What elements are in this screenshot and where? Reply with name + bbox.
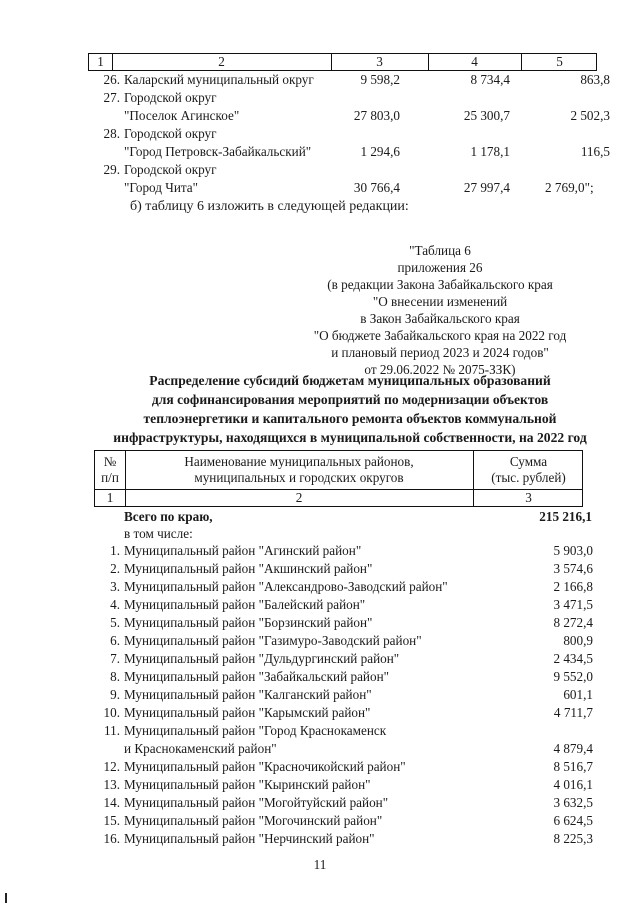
numbers-cell-3: 3	[525, 490, 532, 505]
caption-line: "Таблица 6	[409, 243, 471, 258]
row-name: Муниципальный район "Карымский район"	[124, 705, 371, 720]
top-row-num: 26.	[103, 72, 120, 87]
row-num: 7.	[110, 651, 120, 666]
main-table-numbers-row	[94, 489, 583, 507]
total-value: 215 216,1	[539, 509, 592, 524]
row-name: Муниципальный район "Нерчинский район"	[124, 831, 375, 846]
row-value: 3 471,5	[553, 597, 593, 612]
row-num: 16.	[103, 831, 120, 846]
caption-line: приложения 26	[397, 260, 483, 275]
row-name: Муниципальный район "Забайкальский район"	[124, 669, 390, 684]
row-num: 9.	[110, 687, 120, 702]
title-line: для софинансирования мероприятий по модернизации объектов	[151, 392, 549, 407]
row-num: 8.	[110, 669, 120, 684]
top-row-name: Городской округ	[124, 90, 217, 105]
row-value: 601,1	[563, 687, 593, 702]
header-num-col: № п/п	[101, 454, 119, 485]
row-name: Муниципальный район "Балейский район"	[124, 597, 366, 612]
row-name: Муниципальный район "Дульдургинский район"	[124, 651, 400, 666]
row-name: Муниципальный район "Город Краснокаменск	[124, 723, 387, 738]
row-value: 800,9	[563, 633, 593, 648]
top-table-header	[88, 53, 597, 71]
top-row-name: Городской округ	[124, 126, 217, 141]
scan-mark	[5, 893, 7, 903]
row-num: 15.	[103, 813, 120, 828]
row-name: Муниципальный район "Борзинский район"	[124, 615, 373, 630]
row-num: 4.	[110, 597, 120, 612]
page-number: 11	[313, 857, 327, 872]
row-value: 3 574,6	[553, 561, 593, 576]
top-row-v2: 1 178,1	[470, 144, 510, 159]
caption-line: от 29.06.2022 № 2075-ЗЗК)	[364, 362, 516, 377]
row-value: 4 711,7	[553, 705, 593, 720]
row-name: Муниципальный район "Кыринский район"	[124, 777, 371, 792]
top-row-v1: 30 766,4	[353, 180, 400, 195]
top-header-cell-4: 4	[471, 54, 478, 69]
top-row-name-cont: "Город Петровск-Забайкальский"	[124, 144, 312, 159]
top-row-name-cont: "Поселок Агинское"	[124, 108, 240, 123]
top-row-num: 28.	[103, 126, 120, 141]
row-value: 8 272,4	[553, 615, 593, 630]
header-sum-col: Сумма (тыс. рублей)	[491, 454, 566, 485]
row-num: 12.	[103, 759, 120, 774]
top-header-cell-1: 1	[97, 54, 104, 69]
row-num: 10.	[103, 705, 120, 720]
row-value: 8 516,7	[553, 759, 593, 774]
top-row-v1: 9 598,2	[360, 72, 400, 87]
title-line: теплоэнергетики и капитального ремонта объектов коммунальной	[143, 411, 557, 426]
top-row-v1: 27 803,0	[353, 108, 400, 123]
row-value: 8 225,3	[553, 831, 593, 846]
row-name: Муниципальный район "Газимуро-Заводский район"	[124, 633, 422, 648]
row-name: Муниципальный район "Акшинский район"	[124, 561, 373, 576]
numbers-cell-1: 1	[106, 490, 114, 505]
title-line: Распределение субсидий бюджетам муниципальных образований	[149, 373, 551, 388]
main-table-header	[94, 450, 583, 490]
title-line: инфраструктуры, находящихся в муниципальной собственности, на 2022 год	[113, 430, 587, 445]
row-name: Муниципальный район "Могойтуйский район"	[124, 795, 389, 810]
top-row-v3: 863,8	[580, 72, 610, 87]
caption-line: "О внесении изменений	[372, 294, 508, 309]
row-value: 4 879,4	[553, 741, 593, 756]
row-name: Муниципальный район "Калганский район"	[124, 687, 372, 702]
top-row-v1: 1 294,6	[360, 144, 400, 159]
row-num: 14.	[103, 795, 120, 810]
row-value: 9 552,0	[553, 669, 593, 684]
row-num: 11.	[104, 723, 120, 738]
top-header-cell-2: 2	[218, 54, 225, 69]
top-header-cell-3: 3	[376, 54, 383, 69]
header-name-col: Наименование муниципальных районов, муниципальных и городских округов	[184, 454, 414, 485]
row-value: 2 434,5	[553, 651, 593, 666]
top-row-v3: 2 502,3	[570, 108, 610, 123]
caption-line: "О бюджете Забайкальского края на 2022 год	[313, 328, 567, 343]
top-header-cell-5: 5	[556, 54, 563, 69]
top-row-num: 27.	[103, 90, 120, 105]
row-num: 5.	[110, 615, 120, 630]
top-row-v2: 27 997,4	[463, 180, 510, 195]
row-num: 3.	[110, 579, 120, 594]
row-name-cont: и Краснокаменский район"	[124, 741, 277, 756]
row-num: 2.	[110, 561, 120, 576]
caption-line: и плановый период 2023 и 2024 годов"	[331, 345, 549, 360]
row-name: Муниципальный район "Александрово-Заводский район"	[124, 579, 448, 594]
instruction-text: б) таблицу 6 изложить в следующей редакции:	[130, 199, 409, 214]
numbers-cell-2: 2	[295, 490, 303, 505]
total-label: Всего по краю,	[124, 509, 213, 524]
row-num: 1.	[110, 543, 120, 558]
row-name: Муниципальный район "Красночикойский район"	[124, 759, 406, 774]
row-value: 6 624,5	[553, 813, 593, 828]
top-row-name-cont: "Город Чита"	[124, 180, 199, 195]
including-label: в том числе:	[124, 526, 193, 541]
row-num: 13.	[103, 777, 120, 792]
top-row-num: 29.	[103, 162, 120, 177]
row-value: 5 903,0	[553, 543, 593, 558]
row-value: 4 016,1	[553, 777, 593, 792]
top-row-v2: 8 734,4	[470, 72, 510, 87]
top-row-v3: 116,5	[580, 144, 610, 159]
row-name: Муниципальный район "Могочинский район"	[124, 813, 383, 828]
top-row-v2: 25 300,7	[463, 108, 510, 123]
top-row-name: Городской округ	[124, 162, 217, 177]
row-value: 3 632,5	[553, 795, 593, 810]
top-row-v3: 2 769,0";	[545, 180, 594, 195]
top-row-name: Каларский муниципальный округ	[124, 72, 314, 87]
row-name: Муниципальный район "Агинский район"	[124, 543, 362, 558]
row-num: 6.	[110, 633, 120, 648]
caption-line: в Закон Забайкальского края	[360, 311, 520, 326]
row-value: 2 166,8	[553, 579, 593, 594]
caption-line: (в редакции Закона Забайкальского края	[327, 277, 553, 292]
